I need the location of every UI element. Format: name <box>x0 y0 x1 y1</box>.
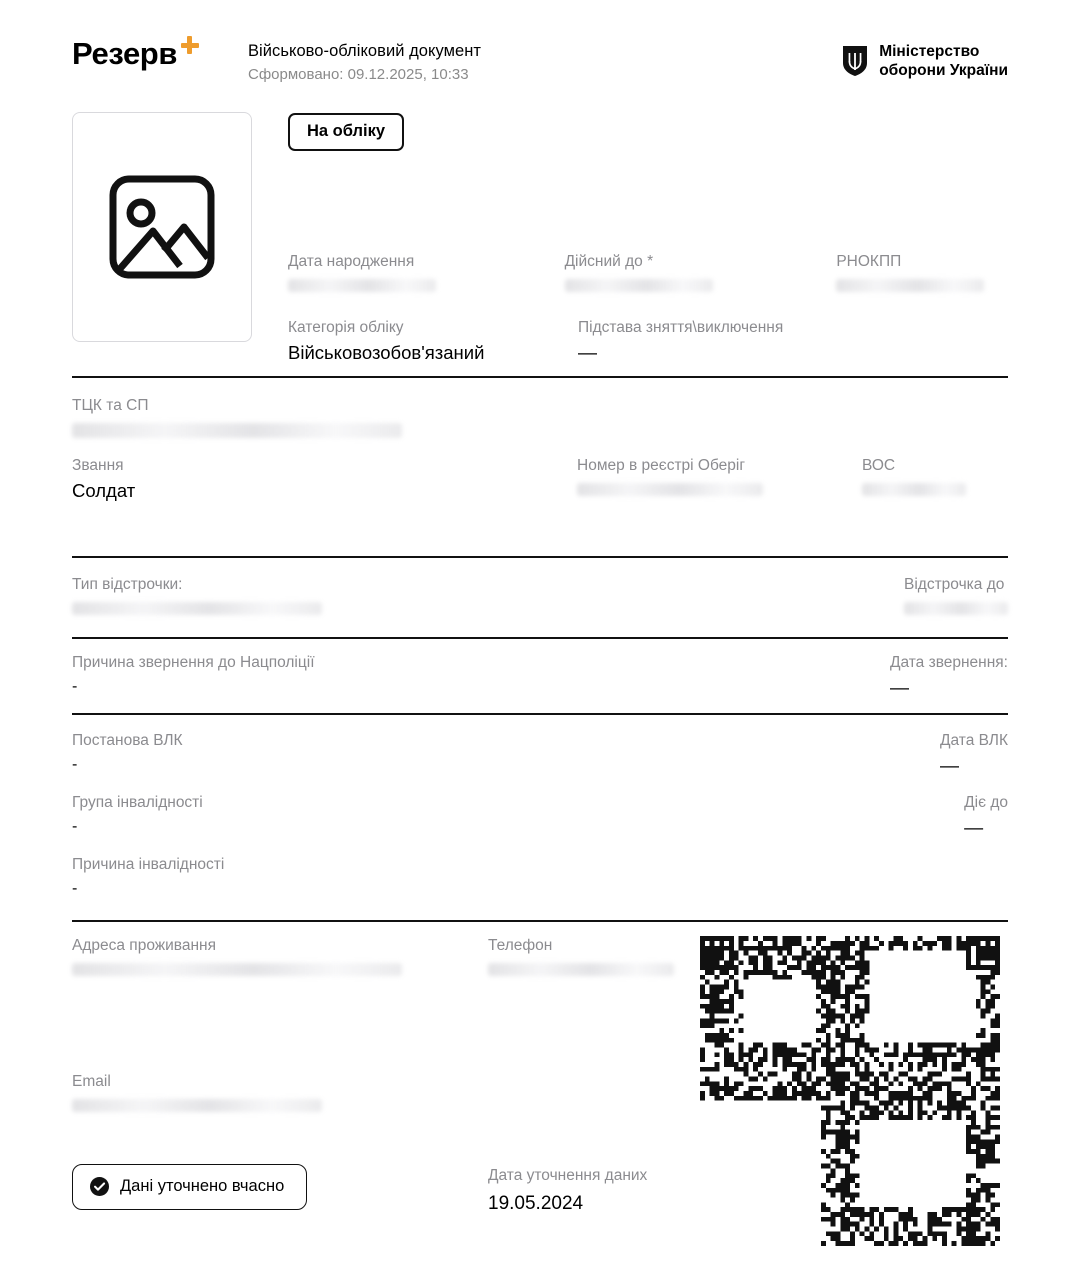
field-birth-date <box>288 252 565 292</box>
field-police-reason-value: - <box>72 678 78 696</box>
ministry-logo <box>843 42 1008 81</box>
field-vlk-resolution-value: - <box>72 756 78 774</box>
divider-service <box>72 556 1008 558</box>
vlk-row <box>72 731 1008 780</box>
ministry-label <box>879 42 1008 81</box>
field-rank-label: Звання <box>72 457 124 474</box>
field-vlk-resolution-label: Постанова ВЛК <box>72 732 183 749</box>
disability-reason-row <box>72 855 1008 900</box>
field-category <box>288 318 578 367</box>
field-rnokpp-value <box>836 279 984 292</box>
field-vos <box>862 456 1008 504</box>
field-email-label: Email <box>72 1073 111 1090</box>
field-disability-reason-value: - <box>72 880 78 898</box>
data-updated-badge-label: Дані уточнено вчасно <box>120 1177 285 1196</box>
field-birth-date-value <box>288 279 436 292</box>
status-badge[interactable]: На обліку <box>288 113 404 151</box>
field-deferment-until-value <box>904 602 1008 615</box>
field-removal-basis-label: Підстава зняття\виключення <box>578 319 784 336</box>
field-vlk-date-value: — <box>940 756 959 778</box>
field-address-value <box>72 963 402 976</box>
field-disability-reason <box>72 855 224 900</box>
qr-code-matrix <box>700 936 1000 1246</box>
police-row <box>72 653 1008 702</box>
field-deferment-until <box>904 575 1008 615</box>
field-oberih <box>577 456 862 504</box>
field-email-value <box>72 1099 322 1112</box>
qr-code-icon <box>700 936 1000 1246</box>
field-police-date-value: — <box>889 678 909 700</box>
field-oberih-value <box>577 483 763 496</box>
field-deferment-type-value <box>72 602 322 615</box>
field-deferment-type <box>72 575 322 615</box>
field-valid-until-label: Дійсний до * <box>564 253 654 270</box>
field-disability-valid-until-label: Діє до <box>964 794 1008 811</box>
field-disability-reason-label: Причина інвалідності <box>72 856 225 873</box>
field-update-date-value: 19.05.2024 <box>488 1193 584 1215</box>
field-vos-label: ВОС <box>862 457 896 474</box>
page-header <box>72 0 1008 84</box>
field-phone-label: Телефон <box>488 937 553 954</box>
deferment-row <box>72 575 1008 615</box>
field-phone-value <box>488 963 674 976</box>
divider-deferment <box>72 637 1008 639</box>
field-phone <box>488 936 674 976</box>
field-vlk-resolution <box>72 731 183 780</box>
field-rank <box>72 456 577 504</box>
trident-shield-icon <box>843 46 867 76</box>
field-police-date <box>890 653 1008 702</box>
field-rnokpp-label: РНОКПП <box>836 253 902 270</box>
check-circle-icon <box>90 1177 109 1196</box>
field-update-date-label: Дата уточнення даних <box>488 1167 648 1184</box>
ministry-label-line1: Міністерство <box>879 43 980 60</box>
avatar <box>72 112 252 342</box>
field-valid-until <box>565 252 837 292</box>
field-removal-basis <box>578 318 998 367</box>
field-tck-label: ТЦК та СП <box>72 397 149 414</box>
divider-identity <box>72 376 1008 378</box>
field-vlk-date-label: Дата ВЛК <box>940 732 1008 749</box>
image-placeholder-icon <box>108 165 216 289</box>
brand-name: Резерв <box>72 36 177 71</box>
service-row <box>72 456 1008 504</box>
generated-timestamp: Сформовано: 09.12.2025, 10:33 <box>248 66 469 84</box>
field-disability-group <box>72 793 203 842</box>
field-disability-group-label: Група інвалідності <box>72 794 203 811</box>
brand-logo <box>72 38 200 69</box>
field-tck <box>72 396 1008 438</box>
field-category-label: Категорія обліку <box>288 319 404 336</box>
plus-icon <box>180 35 200 55</box>
field-rank-value: Солдат <box>72 480 136 502</box>
field-disability-valid-until-value: — <box>964 818 984 840</box>
field-rnokpp <box>836 252 1008 292</box>
data-updated-badge[interactable] <box>72 1164 307 1210</box>
divider-medical <box>72 920 1008 922</box>
identity-row-secondary <box>288 318 1008 367</box>
field-email <box>72 1072 322 1112</box>
field-police-reason-label: Причина звернення до Нацполіції <box>72 654 315 671</box>
field-deferment-until-label: Відстрочка до <box>904 576 1005 593</box>
field-disability-group-value: - <box>72 818 78 836</box>
divider-police <box>72 713 1008 715</box>
field-address <box>72 936 402 976</box>
page-title: Військово-обліковий документ <box>248 42 481 60</box>
field-update-date <box>488 1166 647 1217</box>
field-disability-valid-until <box>964 793 1008 842</box>
field-vos-value <box>862 483 966 496</box>
field-oberih-label: Номер в реєстрі Оберіг <box>577 457 746 474</box>
disability-row <box>72 793 1008 842</box>
field-police-reason <box>72 653 315 702</box>
field-removal-basis-value: — <box>578 343 597 365</box>
field-tck-value <box>72 423 402 438</box>
field-address-label: Адреса проживання <box>72 937 216 954</box>
field-category-value: Військовозобов'язаний <box>288 342 485 364</box>
document-heading-group <box>248 40 481 85</box>
field-police-date-label: Дата звернення: <box>889 654 1008 671</box>
field-deferment-type-label: Тип відстрочки: <box>72 576 183 593</box>
field-vlk-date <box>940 731 1008 780</box>
ministry-label-line2: оборони України <box>879 62 1008 80</box>
field-valid-until-value <box>565 279 713 292</box>
field-birth-date-label: Дата народження <box>288 253 415 270</box>
identity-row-primary <box>288 252 1008 292</box>
